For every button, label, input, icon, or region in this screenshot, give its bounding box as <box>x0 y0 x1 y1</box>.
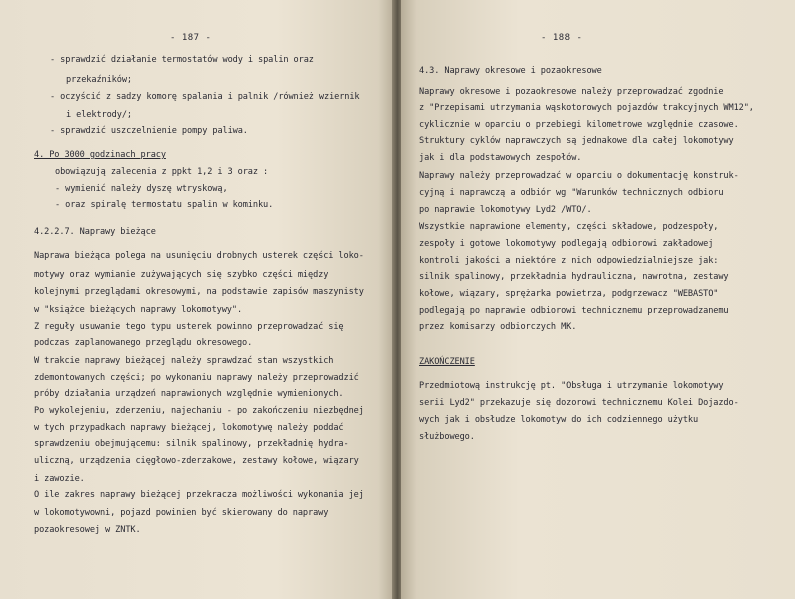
text-line: kolejnymi przeglądami okresowymi, na podstawie zapisów maszynisty <box>34 287 364 297</box>
text-line: zespoły i gotowe lokomotywy podlegają odbiorowi zakładowej <box>419 239 714 249</box>
text-line: ZAKOŃCZENIE <box>419 357 475 367</box>
text-line: i elektrody/; <box>66 110 132 120</box>
text-line: Z reguły usuwanie tego typu usterek powinno przeprowadzać się <box>34 322 344 332</box>
text-line: uliczną, urządzenia cięgłowo-zderzakowe, zestawy kołowe, wiązary <box>34 456 359 466</box>
text-line: po naprawie lokomotywy Lyd2 /WTO/. <box>419 205 592 215</box>
text-line: i zawozie. <box>34 474 85 484</box>
text-line: Naprawy okresowe i pozaokresowe należy przeprowadzać zgodnie <box>419 87 724 97</box>
text-line: 4.3. Naprawy okresowe i pozaokresowe <box>419 66 602 76</box>
text-line: cyjną i naprawczą a odbiór wg "Warunków technicznych odbioru <box>419 188 724 198</box>
page-number: - 188 - <box>541 33 583 43</box>
text-line: cyklicznie w oparciu o przebiegi kilometrowe względnie czasowe. <box>419 120 739 130</box>
text-line: kontroli jakości a niektóre z nich odpowiedzialniejsze jak: <box>419 256 719 266</box>
text-line: O ile zakres naprawy bieżącej przekracza możliwości wykonania jej <box>34 490 364 500</box>
page-number: - 187 - <box>170 33 212 43</box>
text-line: z "Przepisami utrzymania wąskotorowych pojazdów trakcyjnych WM12", <box>419 103 754 113</box>
text-line: - oczyścić z sadzy komorę spalania i palnik /również wziernik <box>50 92 360 102</box>
text-line: Wszystkie naprawione elementy, części składowe, podzespoły, <box>419 222 719 232</box>
text-line: Przedmiotową instrukcję pt. "Obsługa i utrzymanie lokomotywy <box>419 381 724 391</box>
text-line: Naprawy należy przeprowadzać w oparciu o dokumentację konstruk- <box>419 171 739 181</box>
text-line: - oraz spiralę termostatu spalin w kominku. <box>55 200 274 210</box>
text-line: jak i dla podstawowych zespołów. <box>419 153 582 163</box>
text-line: próby działania urządzeń naprawionych względnie wymienionych. <box>34 389 344 399</box>
text-line: wych jak i obsłudze lokomotyw do ich codziennego użytku <box>419 415 699 425</box>
text-line: Naprawa bieżąca polega na usunięciu drobnych usterek części loko- <box>34 251 364 261</box>
text-line: - wymienić należy dyszę wtryskową, <box>55 184 228 194</box>
text-line: - sprawdzić działanie termostatów wody i spalin oraz <box>50 55 314 65</box>
text-line: służbowego. <box>419 432 475 442</box>
text-line: pozaokresowej w ZNTK. <box>34 525 141 535</box>
text-line: sprawdzeniu obejmującemu: silnik spalinowy, przekładnię hydra- <box>34 439 349 449</box>
text-line: silnik spalinowy, przekładnia hydrauliczna, nawrotna, zestawy <box>419 272 729 282</box>
text-line: serii Lyd2" przekazuje się dozorowi technicznemu Kolei Dojazdo- <box>419 398 739 408</box>
text-line: - sprawdzić uszczelnienie pompy paliwa. <box>50 126 248 136</box>
text-line: podczas zaplanowanego przeglądu okresowego. <box>34 338 253 348</box>
text-line: Struktury cyklów naprawczych są jednakowe dla całej lokomotywy <box>419 136 734 146</box>
right-page <box>401 0 795 599</box>
text-line: przekaźników; <box>66 75 132 85</box>
text-line: Po wykolejeniu, zderzeniu, najechaniu - po zakończeniu niezbędnej <box>34 406 364 416</box>
text-line: w tych przypadkach naprawy bieżącej, lokomotywę należy poddać <box>34 423 344 433</box>
text-line: kołowe, wiązary, sprężarka powietrza, podgrzewacz "WEBASTO" <box>419 289 719 299</box>
text-line: podlegają po naprawie odbiorowi technicznemu przeprowadzanemu <box>419 306 729 316</box>
text-line: 4.2.2.7. Naprawy bieżące <box>34 227 156 237</box>
text-line: przez komisarzy odbiorczych MK. <box>419 322 577 332</box>
text-line: w lokomotywowni, pojazd powinien być skierowany do naprawy <box>34 508 329 518</box>
text-line: w "książce bieżących naprawy lokomotywy". <box>34 305 243 315</box>
left-page <box>0 0 394 599</box>
text-line: motywy oraz wymianie zużywających się szybko części między <box>34 270 329 280</box>
text-line: W trakcie naprawy bieżącej należy sprawdzać stan wszystkich <box>34 356 334 366</box>
text-line: zdemontowanych części; po wykonaniu naprawy należy przeprowadzić <box>34 373 359 383</box>
text-line: obowiązują zalecenia z ppkt 1,2 i 3 oraz : <box>55 167 269 177</box>
text-line: 4. Po 3000 godzinach pracy <box>34 150 166 160</box>
